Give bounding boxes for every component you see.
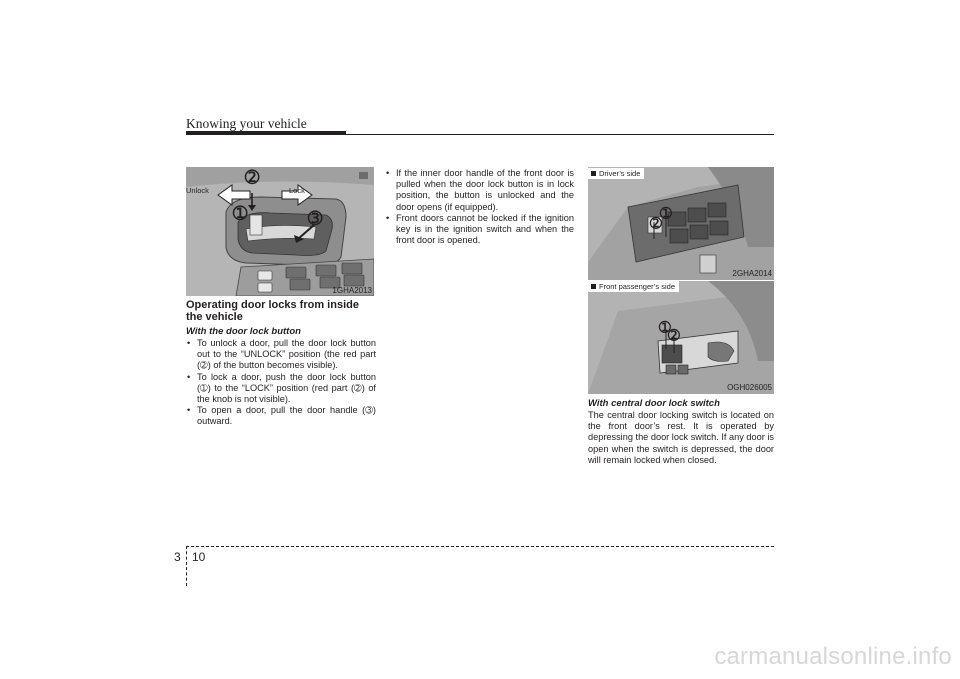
list-item: • To unlock a door, pull the door lock button out to the “UNLOCK” position (the red part (➁) of the button becomes visible). [186, 338, 376, 372]
passenger-side-label: Front passenger’s side [599, 282, 676, 291]
left-bullet-list [186, 338, 376, 428]
header-title: Knowing your vehicle [186, 116, 307, 131]
passenger-door-drawing [588, 281, 774, 394]
callout-1: ➀ [660, 205, 672, 221]
footer-divider [186, 546, 187, 586]
page-number: 10 [192, 550, 206, 564]
lock-label: Lock [289, 186, 305, 195]
figure-code: 1GHA2013 [332, 286, 372, 295]
chapter-number: 3 [174, 550, 181, 564]
figure-code: 2GHA2014 [732, 269, 772, 278]
list-item: • If the inner door handle of the front door is pulled when the door lock button is in lock position, the button is unlocked and the door opens (if equipped). [385, 168, 574, 213]
subheading-central-door-lock: With central door lock switch [588, 398, 720, 409]
callout-1: ➀ [659, 319, 671, 335]
drivers-door-drawing [588, 167, 774, 280]
central-lock-paragraph: The central door locking switch is located on the front door’s rest. It is operated by depressing the door lock switch. If any door is open when the switch is depressed, the door will remain locked when closed. [588, 410, 774, 465]
header-rule [186, 134, 774, 135]
callout-3: ➂ [308, 209, 323, 228]
callout-2: ➁ [650, 215, 662, 231]
drivers-side-label: Driver’s side [599, 169, 641, 178]
drivers-side-caption [588, 168, 644, 179]
figure-code: OGH026005 [727, 383, 772, 392]
passenger-side-caption [588, 281, 679, 292]
middle-bullet-list [385, 168, 574, 246]
door-lock-button-illustration [186, 167, 374, 296]
front-passenger-side-illustration [588, 281, 774, 394]
square-bullet-icon [591, 171, 596, 176]
list-item: • To lock a door, push the door lock button (➀) to the “LOCK” position (red part (➁) of the knob is not visible). [186, 372, 376, 406]
subheading-door-lock-button: With the door lock button [186, 326, 301, 337]
callout-1: ➀ [233, 204, 248, 223]
watermark: carmanualsonline.info [714, 643, 952, 670]
drivers-side-illustration [588, 167, 774, 280]
section-heading: Operating door locks from inside the vehicle [186, 299, 359, 323]
list-item: • To open a door, pull the door handle (➂) outward. [186, 405, 376, 427]
unlock-label: Unlock [186, 186, 209, 195]
square-bullet-icon [591, 284, 596, 289]
list-item: • Front doors cannot be locked if the ignition key is in the ignition switch and when the front door is opened. [385, 213, 574, 247]
callout-2: ➁ [245, 168, 260, 187]
door-panel-drawing [186, 167, 374, 296]
footer-rule [186, 546, 774, 547]
callout-2: ➁ [668, 327, 680, 343]
